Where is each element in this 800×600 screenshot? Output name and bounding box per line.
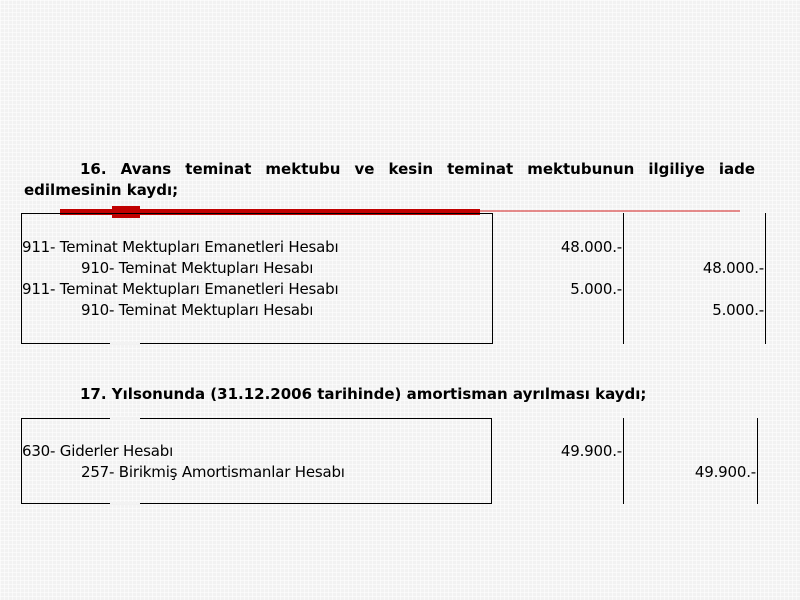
- entry-account: 911- Teminat Mektupları Emanetleri Hesabı: [22, 280, 339, 298]
- entry-credit: 49.900.-: [694, 463, 756, 481]
- entry-account: 630- Giderler Hesabı: [22, 442, 174, 460]
- section-16-title: Avans teminat mektubu ve kesin teminat mektubunun ilgiliye iade edilmesinin kaydı;: [24, 160, 755, 199]
- entry-credit: 48.000.-: [702, 259, 764, 277]
- column-divider: [765, 213, 766, 344]
- frame-gap: [110, 417, 140, 420]
- journal-table-17-frame: [21, 418, 492, 504]
- section-17-heading: 17. Yılsonunda (31.12.2006 tarihinde) amortisman ayrılması kaydı;: [80, 385, 647, 403]
- entry-account: 257- Birikmiş Amortismanlar Hesabı: [81, 463, 345, 481]
- section-16-number: 16.: [80, 160, 107, 178]
- entry-debit: 48.000.-: [560, 238, 622, 256]
- column-divider: [623, 418, 624, 504]
- column-divider: [623, 213, 624, 344]
- entry-account: 910- Teminat Mektupları Hesabı: [81, 259, 314, 277]
- entry-account: 911- Teminat Mektupları Emanetleri Hesabı: [22, 238, 339, 256]
- frame-gap: [110, 502, 140, 505]
- section-16-heading: [24, 159, 755, 201]
- entry-debit: 5.000.-: [570, 280, 622, 298]
- frame-gap: [110, 342, 140, 345]
- entry-debit: 49.900.-: [560, 442, 622, 460]
- column-divider: [757, 418, 758, 504]
- entry-credit: 5.000.-: [712, 301, 764, 319]
- entry-account: 910- Teminat Mektupları Hesabı: [81, 301, 314, 319]
